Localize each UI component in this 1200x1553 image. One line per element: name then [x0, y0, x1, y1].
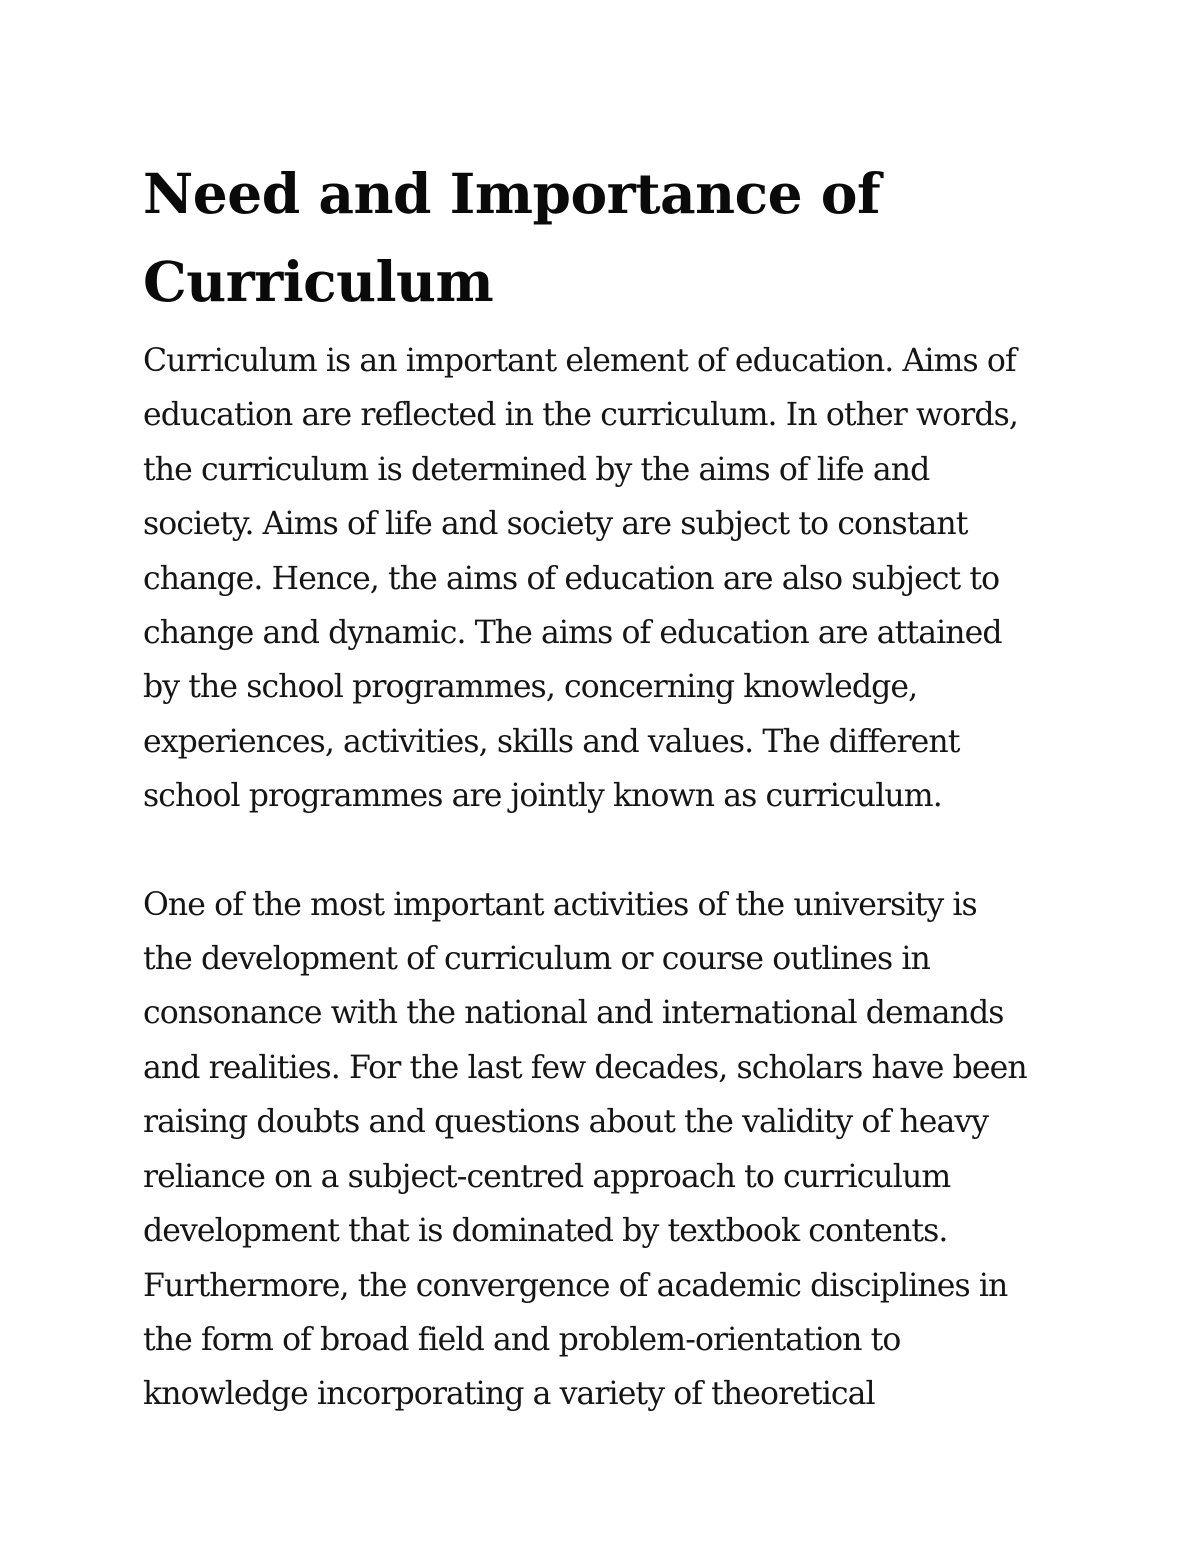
paragraph-curriculum-importance	[143, 334, 1073, 824]
document-page	[143, 150, 1073, 1422]
paragraph-line: by the school programmes, concerning knowledge,	[143, 669, 918, 706]
title-line: Need and Importance of	[143, 161, 881, 226]
paragraph-line: the development of curriculum or course outlines in	[143, 941, 930, 978]
paragraph-line: and realities. For the last few decades, scholars have been	[143, 1049, 1027, 1086]
paragraph-line: the form of broad field and problem-orientation to	[143, 1321, 901, 1358]
paragraph-line: experiences, activities, skills and values. The different	[143, 723, 960, 760]
paragraph-line: the curriculum is determined by the aims of life and	[143, 451, 930, 488]
paragraph-line: school programmes are jointly known as curriculum.	[143, 778, 942, 815]
paragraph-line: reliance on a subject-centred approach to curriculum	[143, 1158, 951, 1195]
paragraph-line: consonance with the national and international demands	[143, 995, 1004, 1032]
paragraph-line: education are reflected in the curriculum. In other words,	[143, 397, 1018, 434]
paragraph-line: Furthermore, the convergence of academic disciplines in	[143, 1267, 1008, 1304]
paragraph-line: Curriculum is an important element of education. Aims of	[143, 343, 1016, 379]
paragraph-line: knowledge incorporating a variety of theoretical	[143, 1376, 875, 1413]
paragraph-line: society. Aims of life and society are subject to constant	[143, 506, 968, 543]
paragraph-line: raising doubts and questions about the validity of heavy	[143, 1104, 989, 1141]
title-line: Curriculum	[143, 249, 494, 314]
paragraph-line: change. Hence, the aims of education are also subject to	[143, 560, 1000, 597]
paragraph-line: One of the most important activities of the university is	[143, 886, 977, 923]
paragraph-line: development that is dominated by textbook contents.	[143, 1213, 948, 1250]
paragraph-university-curriculum	[143, 878, 1073, 1422]
paragraph-line: change and dynamic. The aims of education are attained	[143, 615, 1002, 652]
page-title	[143, 150, 1073, 326]
